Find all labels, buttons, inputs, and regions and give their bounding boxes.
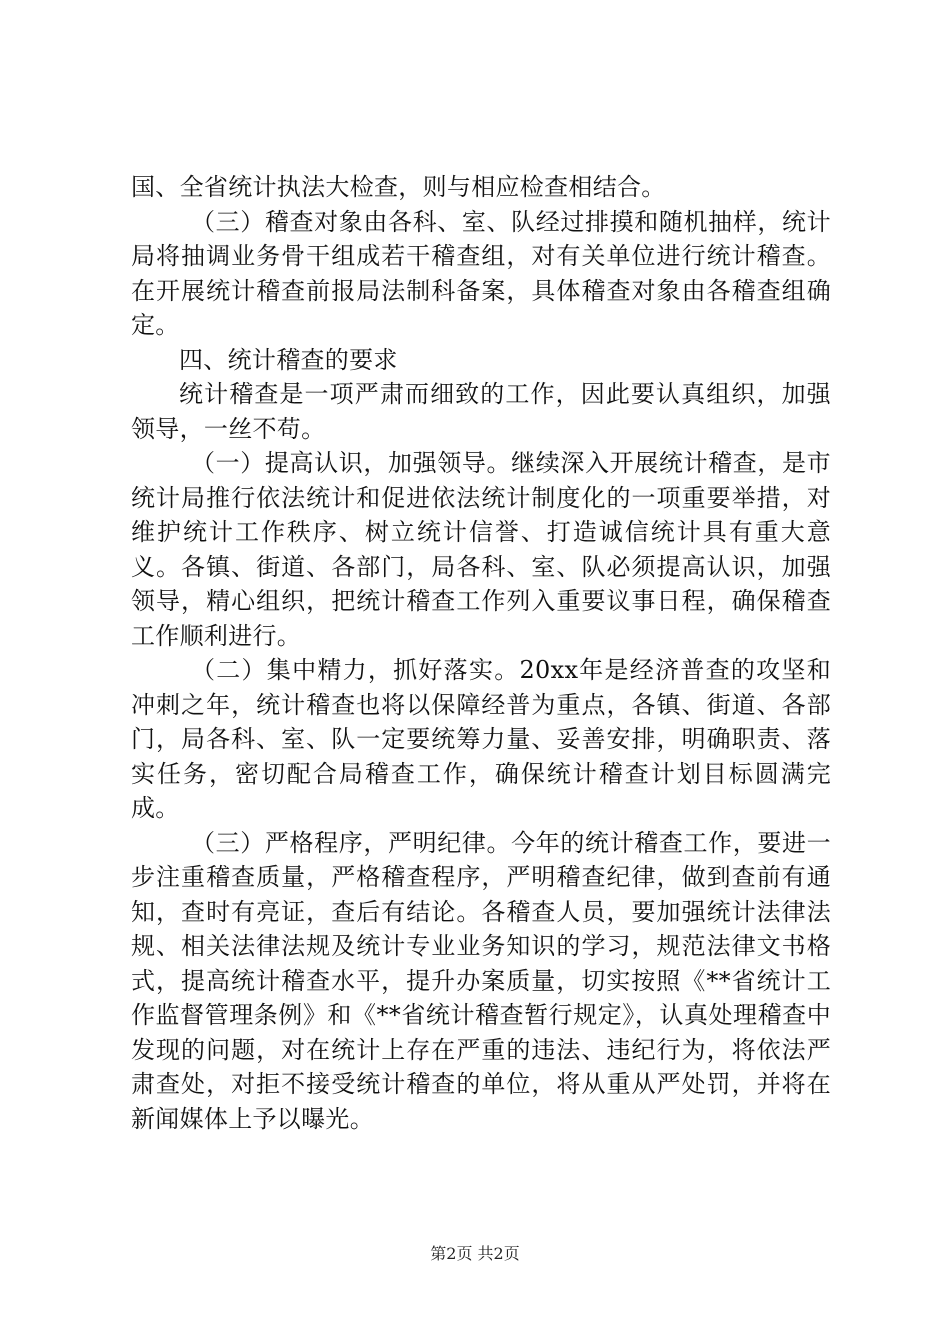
paragraph-item-three: （三）严格程序，严明纪律。今年的统计稽查工作，要进一步注重稽查质量，严格稽查程序，严明稽查纪律，做到查前有通知，查时有亮证，查后有结论。各稽查人员，要加强统计法律法规、相关法律法规及统计专业业务知识的学习，规范法律文书格式，提高统计稽查水平，提升办案质量，切实按照《**省统计工作监督管理条例》和《**省统计稽查暂行规定》，认真处理稽查中发现的问题，对在统计上存在严重的违法、违纪行为，将依法严肃查处，对拒不接受统计稽查的单位，将从重从严处罚，并将在新闻媒体上予以曝光。 [131,828,831,1133]
page-footer [0,1244,950,1264]
document-body [131,170,831,1136]
section-heading-requirements: 四、统计稽查的要求 [179,345,398,374]
paragraph-item-two: （二）集中精力，抓好落实。20xx年是经济普查的攻坚和冲刺之年，统计稽查也将以保障经普为重点，各镇、街道、各部门，局各科、室、队一定要统筹力量、妥善安排，明确职责、落实任务，密切配合局稽查工作，确保统计稽查计划目标圆满完成。 [131,656,831,822]
paragraph-item-one: （一）提高认识，加强领导。继续深入开展统计稽查，是市统计局推行依法统计和促进依法统计制度化的一项重要举措，对维护统计工作秩序、树立统计信誉、打造诚信统计具有重大意义。各镇、街道、各部门，局各科、室、队必须提高认识，加强领导，精心组织，把统计稽查工作列入重要议事日程，确保稽查工作顺利进行。 [131,449,831,650]
paragraph-audit-targets: （三）稽查对象由各科、室、队经过排摸和随机抽样，统计局将抽调业务骨干组成若干稽查组，对有关单位进行统计稽查。在开展统计稽查前报局法制科备案，具体稽查对象由各稽查组确定。 [131,207,831,339]
paragraph-continuation: 国、全省统计执法大检查，则与相应检查相结合。 [131,173,666,201]
page-number-label: 第2页 共2页 [430,1244,520,1263]
paragraph-requirements-intro: 统计稽查是一项严肃而细致的工作，因此要认真组织，加强领导，一丝不苟。 [131,380,831,443]
